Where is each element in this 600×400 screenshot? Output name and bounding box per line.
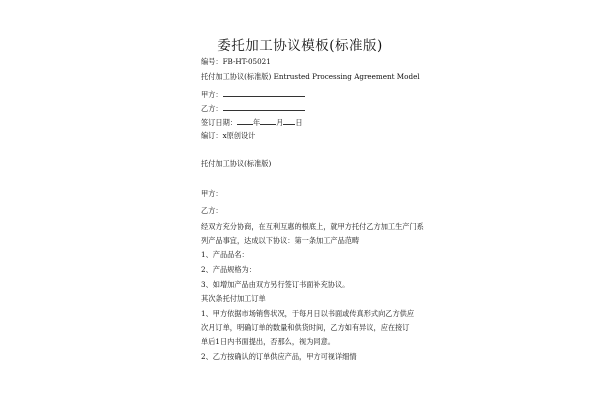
month-blank [260,117,276,125]
party-a-label: 甲方： [201,90,223,99]
document-number: 编号：FB-HT-05021 [201,57,271,66]
document-name: 托付加工协议(标准版) Entrusted Processing Agreement Model [201,72,420,81]
party-b-label: 乙方： [201,104,223,113]
sign-date-label: 签订日期： [201,118,237,127]
sign-date-month: 月 [276,118,284,127]
intro-line-1: 经双方充分协商，在互利互惠的根底上，就甲方托付乙方加工生产门系 [201,222,424,231]
party-b-blank [223,103,305,111]
intro-line-2: 列产品事宜，达成以下协议：第一条加工产品范畴 [201,236,360,245]
item-3: 3、如增加产品由双方另行签订书面补充协议。 [201,280,350,289]
sign-date-year: 年 [252,118,261,127]
party-a-line [201,89,305,100]
section-2-heading: 其次条托付加工订单 [201,294,266,303]
order-line-1c: 单后1日内书面提出，否那么，视为同意。 [201,337,335,346]
editor-line: 编订：x原创设计 [201,131,256,140]
body-party-a: 甲方： [201,189,223,198]
body-subtitle: 托付加工协议(标准版) [201,159,272,168]
day-blank [283,117,295,125]
item-1: 1、产品品名： [201,250,249,259]
party-a-blank [223,89,305,97]
order-line-1b: 次月订单，明确订单的数量和供货时间，乙方如有异议，应在接订 [201,323,410,332]
sign-date-day: 日 [295,118,303,127]
party-b-line [201,103,305,114]
order-line-2: 2、乙方按确认的订单供应产品，甲方可视详细情 [201,352,357,361]
year-blank [237,117,253,125]
document-title: 委托加工协议模板(标准版) [217,38,383,54]
body-party-b: 乙方： [201,206,223,215]
sign-date-line [201,117,303,128]
item-2: 2、产品规格为： [201,265,256,274]
order-line-1a: 1、甲方依据市场销售状况，于每月日以书面或传真形式向乙方供应 [201,309,415,318]
